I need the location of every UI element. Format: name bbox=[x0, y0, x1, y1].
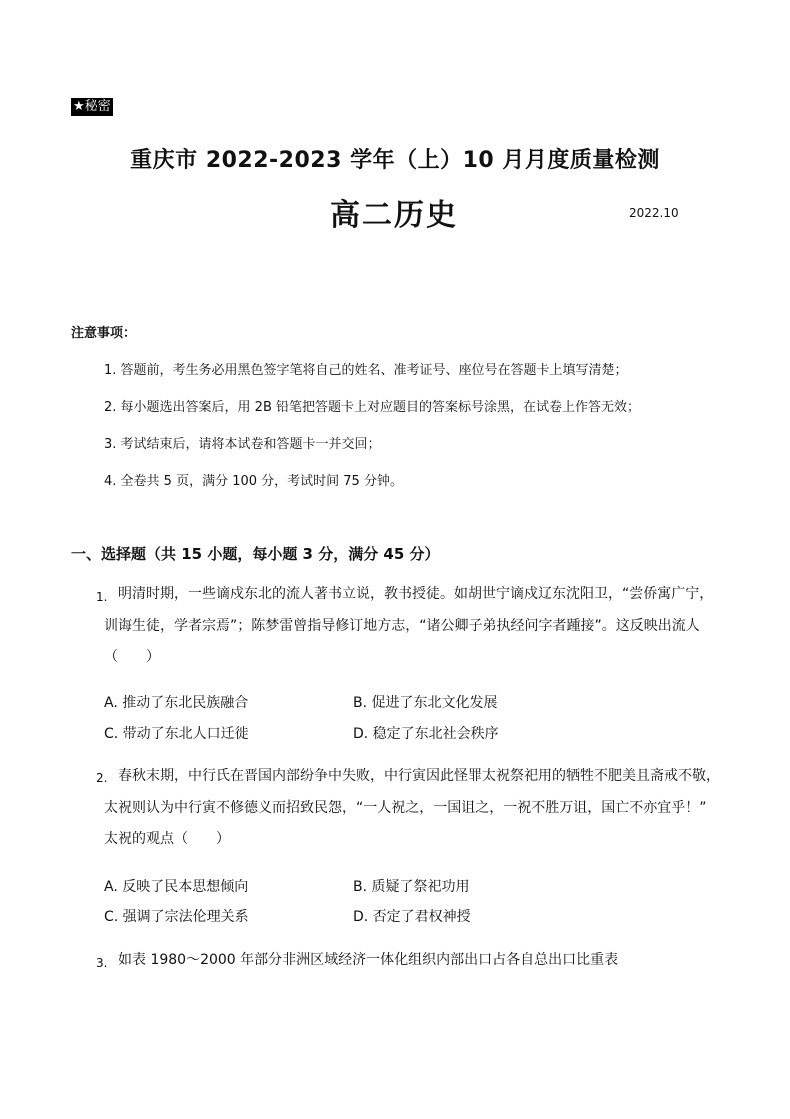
exam-title: 重庆市 2022-2023 学年（上）10 月月度质量检测 bbox=[130, 148, 660, 173]
confidential-badge: ★秘密 bbox=[73, 99, 111, 114]
question-number: 2. bbox=[96, 771, 108, 785]
exam-date: 2022.10 bbox=[629, 206, 679, 220]
question-text-line: 明清时期，一些谪戍东北的流人著书立说，教书授徒。如胡世宁谪戍辽东沈阳卫，“尝侨寓广宁， bbox=[118, 586, 714, 602]
question-number: 3. bbox=[96, 956, 108, 970]
question-text-line: 春秋末期，中行氏在晋国内部纷争中失败，中行寅因此怪罪太祝祭祀用的牺牲不肥美且斋戒不敬， bbox=[118, 768, 720, 784]
notice-item: 2. 每小题选出答案后，用 2B 铅笔把答题卡上对应题目的答案标号涂黑，在试卷上作答无效； bbox=[104, 400, 640, 415]
option-b: B. 质疑了祭祀功用 bbox=[353, 879, 470, 895]
notice-item: 4. 全卷共 5 页，满分 100 分，考试时间 75 分钟。 bbox=[104, 474, 403, 489]
option-d: D. 否定了君权神授 bbox=[353, 909, 471, 925]
question-text-line: 如表 1980～2000 年部分非洲区域经济一体化组织内部出口占各自总出口比重表 bbox=[118, 952, 619, 968]
option-c: C. 带动了东北人口迁徙 bbox=[104, 726, 249, 742]
option-a: A. 推动了东北民族融合 bbox=[104, 695, 249, 711]
option-a: A. 反映了民本思想倾向 bbox=[104, 879, 249, 895]
subject-title: 高二历史 bbox=[330, 198, 458, 233]
notice-heading: 注意事项： bbox=[71, 326, 137, 341]
question-number: 1. bbox=[96, 590, 108, 604]
notice-item: 3. 考试结束后，请将本试卷和答题卡一并交回； bbox=[104, 437, 381, 452]
question-text-line: （ ） bbox=[104, 649, 160, 665]
question-text-line: 训诲生徒，学者宗焉”；陈梦雷曾指导修订地方志，“诸公卿子弟执经问字者踵接”。这反映出流人 bbox=[104, 618, 700, 634]
section-title: 一、选择题（共 15 小题，每小题 3 分，满分 45 分） bbox=[71, 545, 440, 563]
option-c: C. 强调了宗法伦理关系 bbox=[104, 909, 249, 925]
option-b: B. 促进了东北文化发展 bbox=[353, 695, 498, 711]
question-text-line: 太祝则认为中行寅不修德义而招致民怨，“一人祝之，一国诅之，一祝不胜万诅，国亡不亦宜乎！” bbox=[104, 800, 707, 816]
option-d: D. 稳定了东北社会秩序 bbox=[353, 726, 499, 742]
question-text-line: 太祝的观点（ ） bbox=[104, 831, 230, 847]
notice-item: 1. 答题前，考生务必用黑色签字笔将自己的姓名、准考证号、座位号在答题卡上填写清楚； bbox=[104, 363, 628, 378]
